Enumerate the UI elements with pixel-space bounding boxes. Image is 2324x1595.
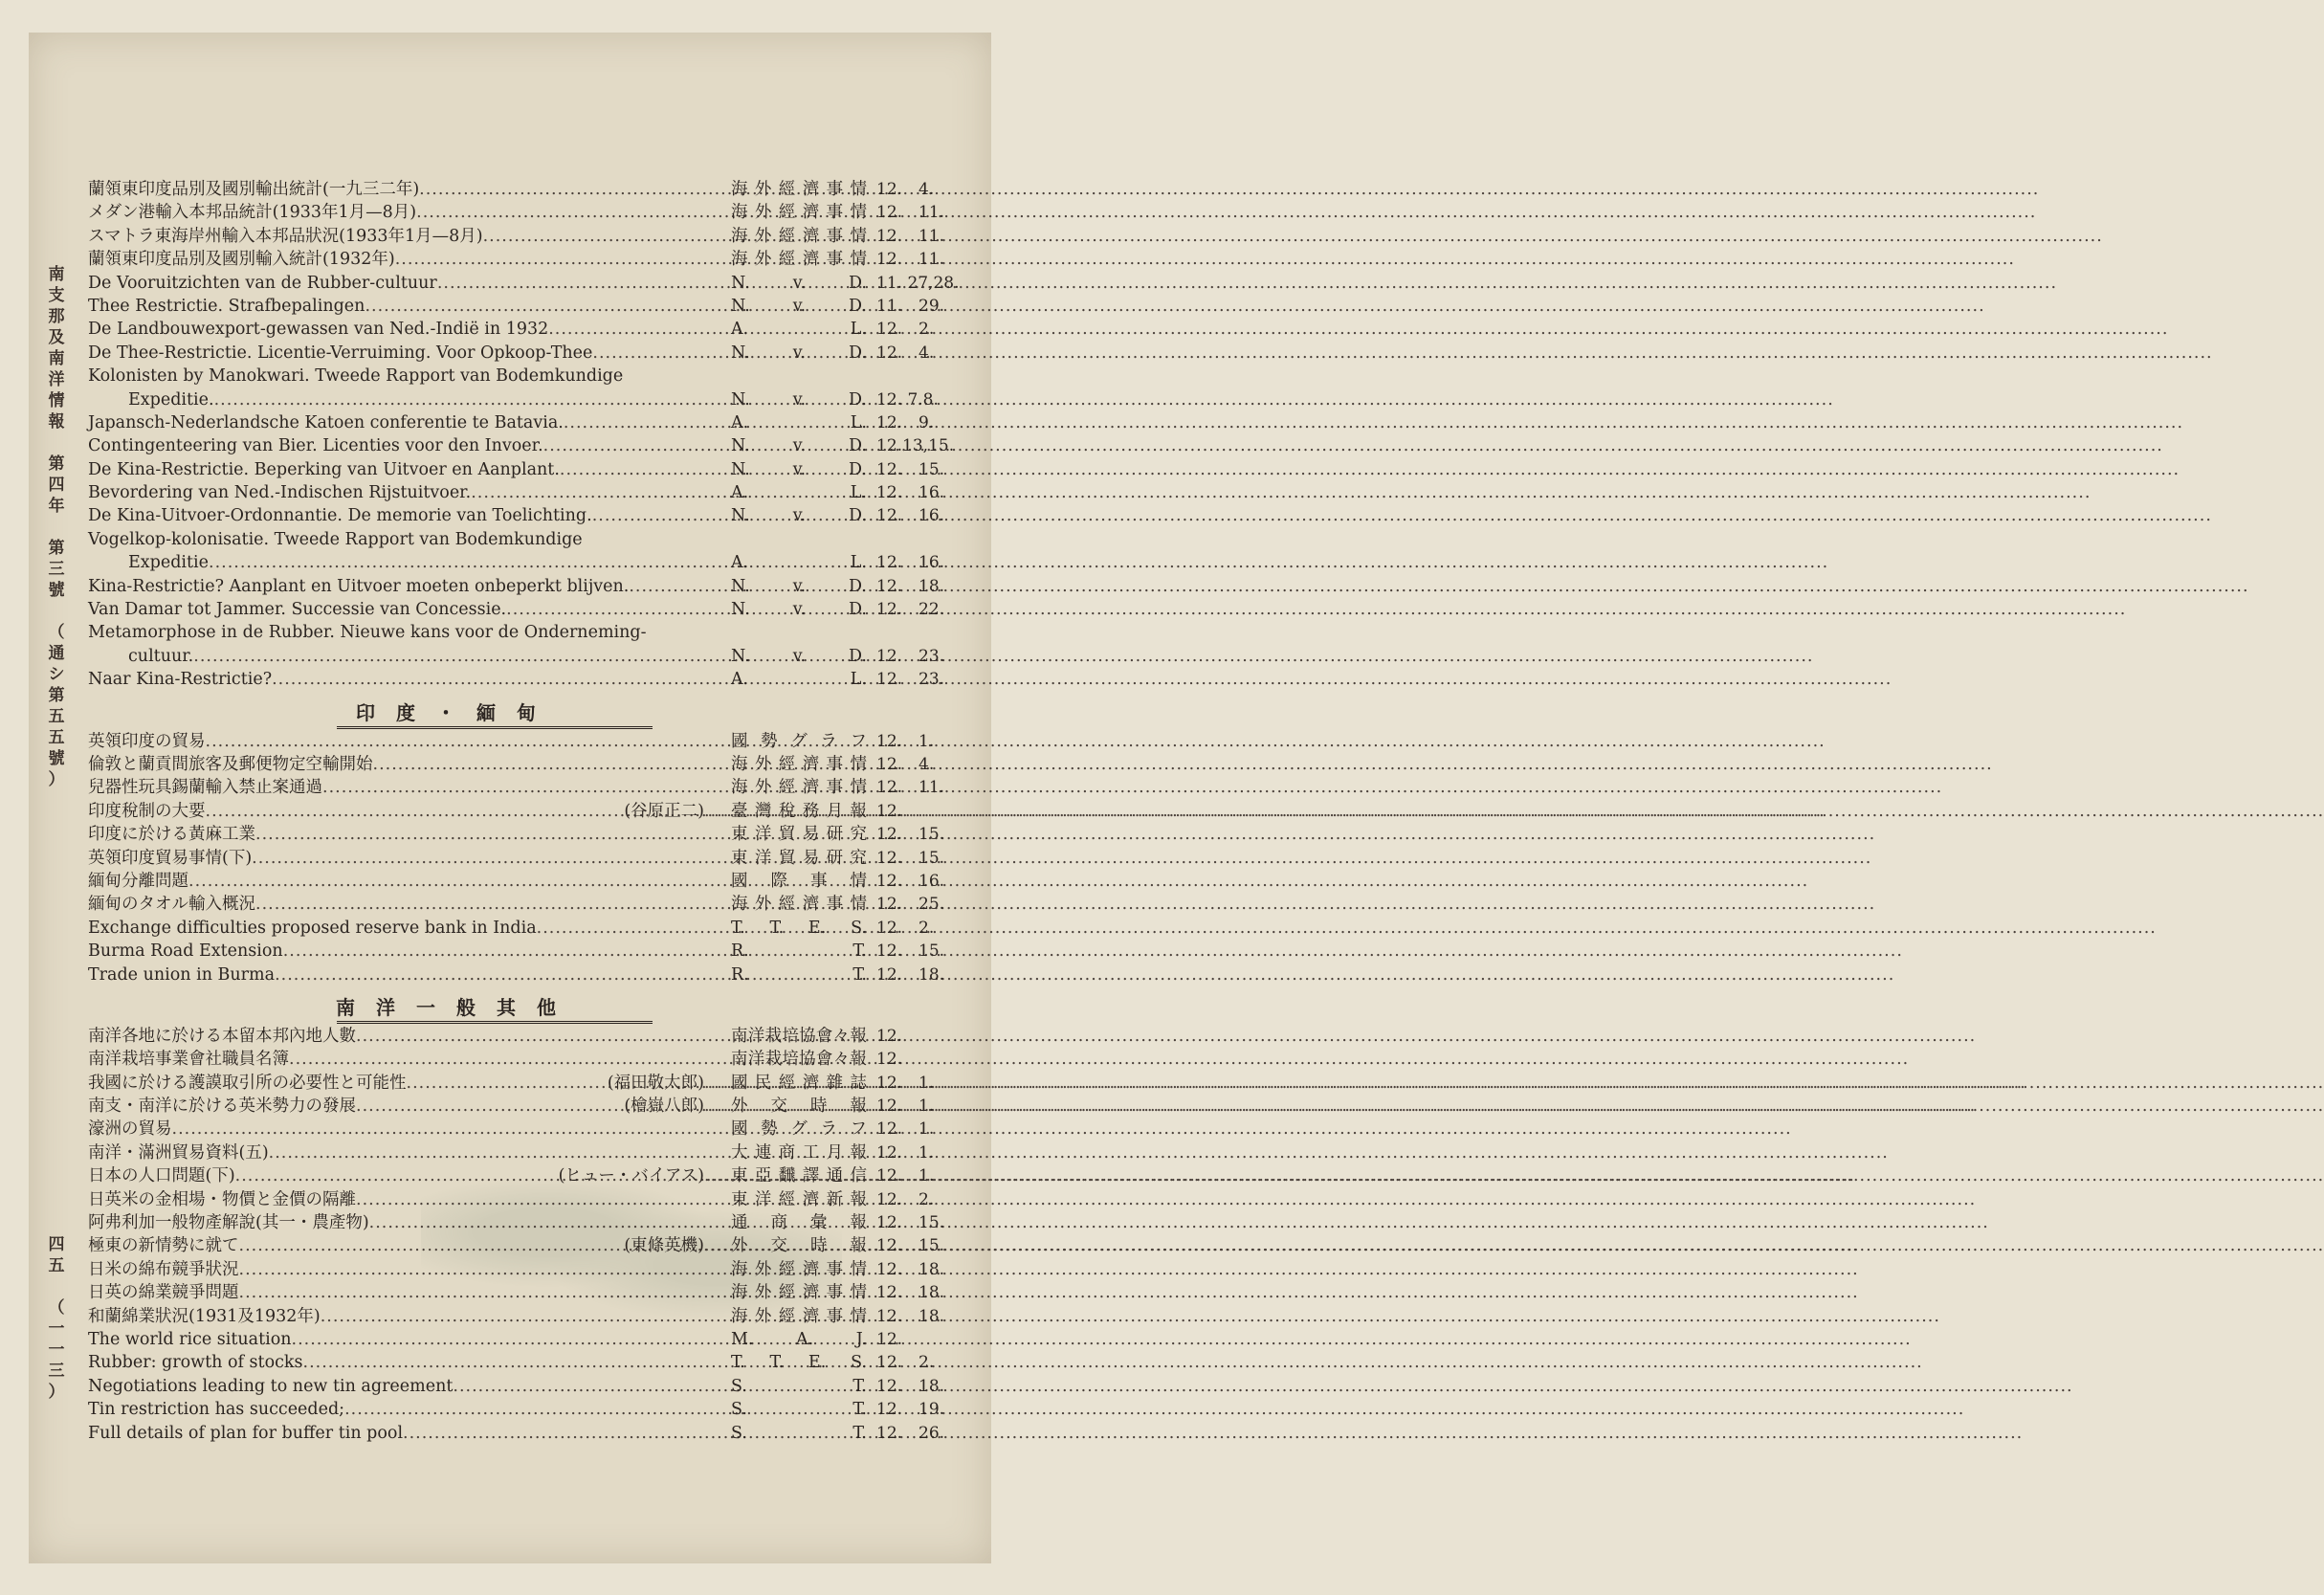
leader-dots (704, 1164, 731, 1187)
entry-title: Thee Restrictie. Strafbepalingen (88, 296, 365, 316)
entry-source: 海外經濟事情 (731, 226, 867, 246)
entry-source: N. v. D. (731, 600, 867, 620)
entry-source: 海外經濟事情 (731, 895, 867, 915)
list-item (88, 178, 968, 201)
entry-title: 日米の綿布競爭狀況 (88, 1259, 239, 1279)
entry-source: 海外經濟事情 (731, 1306, 867, 1326)
entry-date: 12. 1. (876, 1142, 935, 1163)
list-item (88, 458, 968, 481)
entry-source: 海外經濟事情 (731, 250, 867, 270)
side-char (44, 601, 69, 622)
side-char: 支 (48, 286, 65, 305)
entry-title: De Landbouwexport-gewassen van Ned.-Indië in 1932 (88, 320, 549, 340)
leader-dots (214, 388, 731, 411)
leader-dots (403, 1422, 731, 1445)
entry-title: Kina-Restrictie? Aanplant en Uitvoer moeten onbeperkt blijven. (88, 576, 630, 596)
entry-date: 12. (876, 1026, 903, 1046)
leader-dots (172, 1118, 732, 1141)
entry-author: (檜嶽八郎) (624, 1097, 704, 1117)
leader-dots (272, 668, 731, 691)
list-item (88, 481, 968, 504)
entry-author: (谷原正二) (624, 801, 704, 821)
entry-title: Bevordering van Ned.-Indischen Rijstuitvoer. (88, 483, 472, 503)
entry-source: 海外經濟事情 (731, 1259, 867, 1279)
leader-dots (356, 1095, 620, 1118)
leader-dots (416, 201, 731, 224)
side-char: 號 (48, 581, 65, 600)
entry-title: De Vooruitzichten van de Rubber-cultuur (88, 273, 437, 293)
leader-dots (255, 893, 731, 916)
leader-dots (629, 575, 731, 598)
list-item (88, 434, 968, 457)
entry-date: 12. (876, 1329, 903, 1349)
list-item (88, 1211, 968, 1234)
entry-date: 12. 15. (876, 1236, 945, 1256)
entry-title: 南洋・滿洲貿易資料(五) (88, 1142, 269, 1163)
entry-source: T. T. E. S. (731, 918, 867, 938)
entry-date: 12. 1. (876, 731, 935, 751)
list-item (88, 201, 968, 224)
section-heading: 印度・緬甸 (88, 696, 681, 730)
entry-source: 海外經濟事情 (731, 754, 867, 774)
entry-source: A. L. (731, 483, 867, 503)
entry-date: 12. 16. (876, 871, 945, 891)
side-char: 五 (48, 1256, 65, 1275)
entry-date: 12. 26. (876, 1423, 945, 1443)
list-item (88, 1095, 968, 1118)
list-item (88, 621, 968, 644)
leader-dots (365, 295, 731, 318)
entry-source: T. T. E. S. (731, 1353, 867, 1373)
list-item (88, 1164, 968, 1187)
list-item (88, 1188, 968, 1211)
entry-author: (福田敬太郎) (607, 1073, 704, 1093)
entry-title: Naar Kina-Restrictie? (88, 670, 273, 690)
entry-source: A. L. (731, 320, 867, 340)
entry-source: N. v. D. (731, 343, 867, 363)
list-item (88, 847, 968, 870)
entry-date: 12. 18. (876, 1306, 945, 1326)
entry-title: Vogelkop-kolonisatie. Tweede Rapport van Bodemkundige (88, 529, 583, 549)
entry-source: A. L. (731, 412, 867, 432)
entry-title: Trade union in Burma (88, 964, 276, 985)
entry-source: S. T. (731, 1423, 867, 1443)
side-char: ） (48, 770, 65, 789)
leader-dots (239, 1234, 621, 1257)
entry-title: 日本の人口問題(下) (88, 1166, 235, 1186)
entry-date: 12. 11. (876, 778, 945, 798)
entry-source: 東洋貿易研究 (731, 825, 867, 845)
entry-date: 12. 18. (876, 1259, 945, 1279)
entry-date: 12. 15. (876, 825, 945, 845)
entry-date: 12. 19. (876, 1400, 945, 1420)
entry-source: S. T. (731, 1376, 867, 1396)
list-item (88, 917, 968, 940)
entry-title: 日英の綿業競爭問題 (88, 1283, 239, 1303)
entry-title: 倫敦と蘭貢間旅客及郵便物定空輸開始 (88, 754, 373, 774)
entry-title: 兒器性玩具錫蘭輸入禁止案通過 (88, 778, 322, 798)
entry-title: メダン港輸入本邦品統計(1933年1月—8月) (88, 203, 417, 223)
entry-date: 12. 15. (876, 848, 945, 868)
entry-source: N. v. D. (731, 436, 867, 456)
side-char: ） (48, 1383, 65, 1402)
entry-date: 12. 1. (876, 1166, 935, 1186)
leader-dots (322, 776, 731, 799)
side-char: （ (48, 623, 65, 642)
side-char: 及 (48, 328, 65, 347)
entry-date: 12. 18. (876, 576, 945, 596)
entry-title: 英領印度貿易事情(下) (88, 848, 253, 868)
side-char: 年 (48, 497, 65, 516)
leader-dots (548, 318, 731, 341)
entry-date: 12. 18. (876, 1283, 945, 1303)
entry-date: 12. 16. (876, 506, 945, 526)
list-item (88, 823, 968, 846)
list-item (88, 940, 968, 963)
entry-date: 12. 1. (876, 1119, 935, 1140)
leader-dots (235, 1164, 555, 1187)
entry-title: Burma Road Extension (88, 941, 283, 962)
list-item (88, 575, 968, 598)
side-char: 號 (48, 749, 65, 768)
list-item (88, 1118, 968, 1141)
entry-date: 12. 16. (876, 483, 945, 503)
leader-dots (321, 1305, 731, 1328)
list-item (88, 1328, 968, 1351)
list-item (88, 730, 968, 753)
entry-source: 南洋栽培協會々報 (731, 1050, 867, 1070)
list-item (88, 1398, 968, 1421)
side-char: 三 (48, 560, 65, 579)
entry-source: A. L. (731, 670, 867, 690)
list-item (88, 668, 968, 691)
leader-dots (453, 1375, 731, 1398)
entry-source: 外交時報 (731, 1236, 867, 1256)
entry-date: 11. 29. (876, 296, 945, 316)
entry-title: Contingenteering van Bier. Licenties voor den Invoer. (88, 436, 543, 456)
list-item (88, 1141, 968, 1164)
list-item (88, 342, 968, 365)
entry-title: 和蘭綿業狀況(1931及1932年) (88, 1306, 321, 1326)
entry-source: 東洋貿易研究 (731, 848, 867, 868)
entry-date: 11. 27,28. (876, 273, 960, 293)
leader-dots (407, 1072, 604, 1095)
side-char: 一 (48, 1340, 65, 1360)
entry-title: De Kina-Uitvoer-Ordonnantie. De memorie van Toelichting. (88, 506, 592, 526)
entry-source: M. A. J. (731, 1329, 867, 1349)
leader-dots (292, 1328, 731, 1351)
entry-date: 12. 18. (876, 1376, 945, 1396)
entry-title-continued: cultuur. (128, 646, 194, 666)
entry-title-continued: Expeditie (128, 553, 209, 573)
entry-source: 國勢グラフ (731, 731, 867, 751)
entry-date: 12. 4. (876, 343, 935, 363)
entry-source: N. v. D. (731, 646, 867, 666)
entry-title-continued: Expeditie. (128, 389, 214, 410)
entry-title: 阿弗利加一般物產解說(其一・農產物) (88, 1213, 369, 1233)
entry-source: N. v. D. (731, 459, 867, 479)
side-char: 情 (48, 391, 65, 410)
list-item-continued (88, 388, 968, 411)
list-item (88, 1351, 968, 1374)
entry-date: 12. 15. (876, 459, 945, 479)
leader-dots (255, 823, 731, 846)
leader-dots (283, 940, 731, 963)
leader-dots (704, 1234, 731, 1257)
side-char: 洋 (48, 370, 65, 389)
entry-source: N. v. D. (731, 506, 867, 526)
leader-dots (269, 1141, 731, 1164)
leader-dots (419, 178, 731, 201)
entry-date: 12. 23. (876, 670, 945, 690)
leader-dots (483, 225, 731, 248)
list-item (88, 1422, 968, 1445)
side-char: 通 (48, 644, 65, 663)
entry-date: 12. 22. (876, 600, 945, 620)
leader-dots (239, 1258, 732, 1281)
side-char: 南 (48, 265, 65, 284)
list-item (88, 800, 968, 823)
entry-source: N. v. D. (731, 576, 867, 596)
entry-source: N. v. D. (731, 273, 867, 293)
entry-source: N. v. D. (731, 389, 867, 410)
list-item (88, 365, 968, 388)
entry-title: 英領印度の貿易 (88, 731, 206, 751)
list-item (88, 893, 968, 916)
list-item (88, 248, 968, 271)
side-char: 五 (48, 707, 65, 726)
list-item (88, 1025, 968, 1048)
side-char: 報 (48, 412, 65, 432)
leader-dots (704, 1095, 731, 1118)
side-char (44, 432, 69, 454)
entry-title: Japansch-Nederlandsche Katoen conferentie te Batavia. (88, 412, 564, 432)
entry-date: 12. 4. (876, 180, 935, 199)
leader-dots (592, 342, 731, 365)
side-char: 第 (48, 539, 65, 558)
entry-date: 12. 11. (876, 250, 945, 270)
entry-source: 海外經濟事情 (731, 203, 867, 223)
entry-title: Exchange difficulties proposed reserve bank in India (88, 918, 537, 938)
entry-title: 極東の新情勢に就て (88, 1236, 239, 1256)
leader-dots (704, 1072, 731, 1095)
entry-title: 濠洲の貿易 (88, 1119, 172, 1140)
side-char: 五 (48, 728, 65, 747)
side-char: 一 (48, 1319, 65, 1339)
leader-dots (344, 1398, 731, 1421)
entry-title: Metamorphose in de Rubber. Nieuwe kans voor de Onderneming- (88, 623, 647, 643)
list-item (88, 1375, 968, 1398)
list-item (88, 272, 968, 295)
leader-dots (193, 645, 731, 668)
entry-source: 東洋經濟新報 (731, 1189, 867, 1209)
entry-title: 南支・南洋に於ける英米勢力の發展 (88, 1097, 356, 1117)
leader-dots (506, 598, 731, 621)
index-listing (88, 178, 968, 1445)
entry-source: 外交時報 (731, 1097, 867, 1117)
entry-title: 南洋栽培事業會社職員名簿 (88, 1050, 289, 1070)
entry-date: 12. 15. (876, 941, 945, 962)
list-item-continued (88, 645, 968, 668)
entry-source: A. L. (731, 553, 867, 573)
list-item (88, 295, 968, 318)
side-char: 那 (48, 307, 65, 326)
entry-source: 海外經濟事情 (731, 1283, 867, 1303)
entry-author: (ヒュー・バイアス) (558, 1166, 704, 1186)
entry-title: 我國に於ける護謨取引所の必要性と可能性 (88, 1073, 407, 1093)
entry-date: 12. 23. (876, 646, 945, 666)
entry-date: 12. 1. (876, 1097, 935, 1117)
entry-date: 12. 9. (876, 412, 935, 432)
entry-title: スマトラ東海岸州輸入本邦品狀況(1933年1月—8月) (88, 226, 483, 246)
entry-source: 東亞飜譯通信 (731, 1166, 867, 1186)
leader-dots (356, 1188, 731, 1211)
entry-title: Van Damar tot Jammer. Successie van Concessie. (88, 600, 507, 620)
leader-dots (437, 272, 731, 295)
side-char: 四 (48, 1235, 65, 1254)
side-char: 第 (48, 454, 65, 474)
entry-date: 12. 4. (876, 754, 935, 774)
leader-dots (188, 870, 731, 893)
list-item (88, 753, 968, 776)
entry-date: 12.13,15. (876, 436, 955, 456)
entry-source: 國勢グラフ (731, 1119, 867, 1140)
list-item (88, 1258, 968, 1281)
entry-date: 12. 2. (876, 918, 935, 938)
entry-date: 12. 2. (876, 320, 935, 340)
entry-source: 國民經濟雜誌 (731, 1073, 867, 1093)
leader-dots (560, 458, 731, 481)
leader-dots (206, 730, 732, 753)
page-number (44, 1234, 69, 1403)
list-item (88, 1305, 968, 1328)
entry-title: De Thee-Restrictie. Licentie-Verruiming. Voor Opkoop-Thee (88, 343, 593, 363)
side-char: シ (48, 665, 65, 684)
leader-dots (592, 504, 731, 527)
entry-date: 12. 2. (876, 1353, 935, 1373)
leader-dots (373, 753, 732, 776)
entry-date: 12. 7.8. (876, 389, 939, 410)
side-char: 四 (48, 476, 65, 495)
entry-author: (東條英機) (624, 1236, 704, 1256)
leader-dots (303, 1351, 732, 1374)
heading-rule (337, 726, 653, 729)
side-char (44, 1276, 69, 1297)
heading-rule (337, 1021, 653, 1024)
entry-title: De Kina-Restrictie. Beperking van Uitvoer en Aanplant. (88, 459, 560, 479)
entry-date: 12. 16. (876, 553, 945, 573)
list-item (88, 411, 968, 434)
entry-title: Negotiations leading to new tin agreement (88, 1376, 454, 1396)
leader-dots (543, 434, 731, 457)
entry-title: Kolonisten by Manokwari. Tweede Rapport van Bodemkundige (88, 366, 624, 387)
entry-title: 蘭領東印度品別及國別輸入統計(1932年) (88, 250, 395, 270)
list-item (88, 225, 968, 248)
leader-dots (206, 800, 621, 823)
entry-title: 緬甸分離問題 (88, 871, 188, 891)
list-item (88, 528, 968, 551)
list-item (88, 598, 968, 621)
entry-title: 緬甸のタオル輸入概況 (88, 895, 255, 915)
leader-dots (275, 964, 731, 986)
entry-date: 12. 15. (876, 1213, 945, 1233)
list-item (88, 1048, 968, 1071)
entry-source: 海外經濟事情 (731, 180, 867, 199)
entry-source: 臺灣稅務月報 (731, 801, 867, 821)
list-item (88, 1234, 968, 1257)
entry-title: 日英米の金相場・物價と金價の隔離 (88, 1189, 356, 1209)
entry-source: 海外經濟事情 (731, 778, 867, 798)
entry-title: 印度稅制の大要 (88, 801, 206, 821)
entry-date: 12. (876, 1050, 903, 1070)
leader-dots (537, 917, 731, 940)
list-item (88, 776, 968, 799)
entry-title: The world rice situation (88, 1329, 292, 1349)
entry-source: 國際事情 (731, 871, 867, 891)
list-item (88, 1072, 968, 1095)
list-item (88, 870, 968, 893)
entry-source: S. T. (731, 1400, 867, 1420)
side-char: 南 (48, 349, 65, 368)
entry-title: Tin restriction has succeeded; (88, 1400, 345, 1420)
leader-dots (239, 1281, 732, 1304)
list-item (88, 318, 968, 341)
entry-source: 南洋栽培協會々報 (731, 1026, 867, 1046)
entry-source: R. T. (731, 941, 867, 962)
entry-date: 12. 11. (876, 203, 945, 223)
entry-source: 大連商工月報 (731, 1142, 867, 1163)
entry-source: N. v. D. (731, 296, 867, 316)
leader-dots (209, 551, 731, 574)
side-char (44, 517, 69, 538)
entry-title: 南洋各地に於ける本留本邦內地人數 (88, 1026, 356, 1046)
entry-date: 12. 2. (876, 1189, 935, 1209)
running-header (44, 264, 69, 790)
leader-dots (369, 1211, 731, 1234)
leader-dots (289, 1048, 731, 1071)
list-item (88, 1281, 968, 1304)
leader-dots (395, 248, 731, 271)
entry-source: R. T. (731, 964, 867, 985)
entry-title: 蘭領東印度品別及國別輸出統計(一九三二年) (88, 180, 420, 199)
entry-title: 印度に於ける黃麻工業 (88, 825, 255, 845)
entry-date: 12. (876, 801, 903, 821)
leader-dots (564, 411, 731, 434)
leader-dots (471, 481, 731, 504)
entry-source: 通商彙報 (731, 1213, 867, 1233)
side-char: （ (48, 1298, 65, 1318)
side-char: 第 (48, 686, 65, 705)
side-char: 三 (48, 1362, 65, 1381)
entry-title: Full details of plan for buffer tin pool (88, 1423, 404, 1443)
entry-date: 12. 18. (876, 964, 945, 985)
leader-dots (252, 847, 731, 870)
list-item-continued (88, 551, 968, 574)
entry-date: 12. 11. (876, 226, 945, 246)
entry-date: 12. 1. (876, 1073, 935, 1093)
entry-date: 12. 25. (876, 895, 945, 915)
leader-dots (356, 1025, 731, 1048)
leader-dots (704, 800, 731, 823)
list-item (88, 504, 968, 527)
entry-title: Rubber: growth of stocks (88, 1353, 303, 1373)
section-heading: 南洋一般其他 (88, 990, 681, 1025)
list-item (88, 964, 968, 986)
